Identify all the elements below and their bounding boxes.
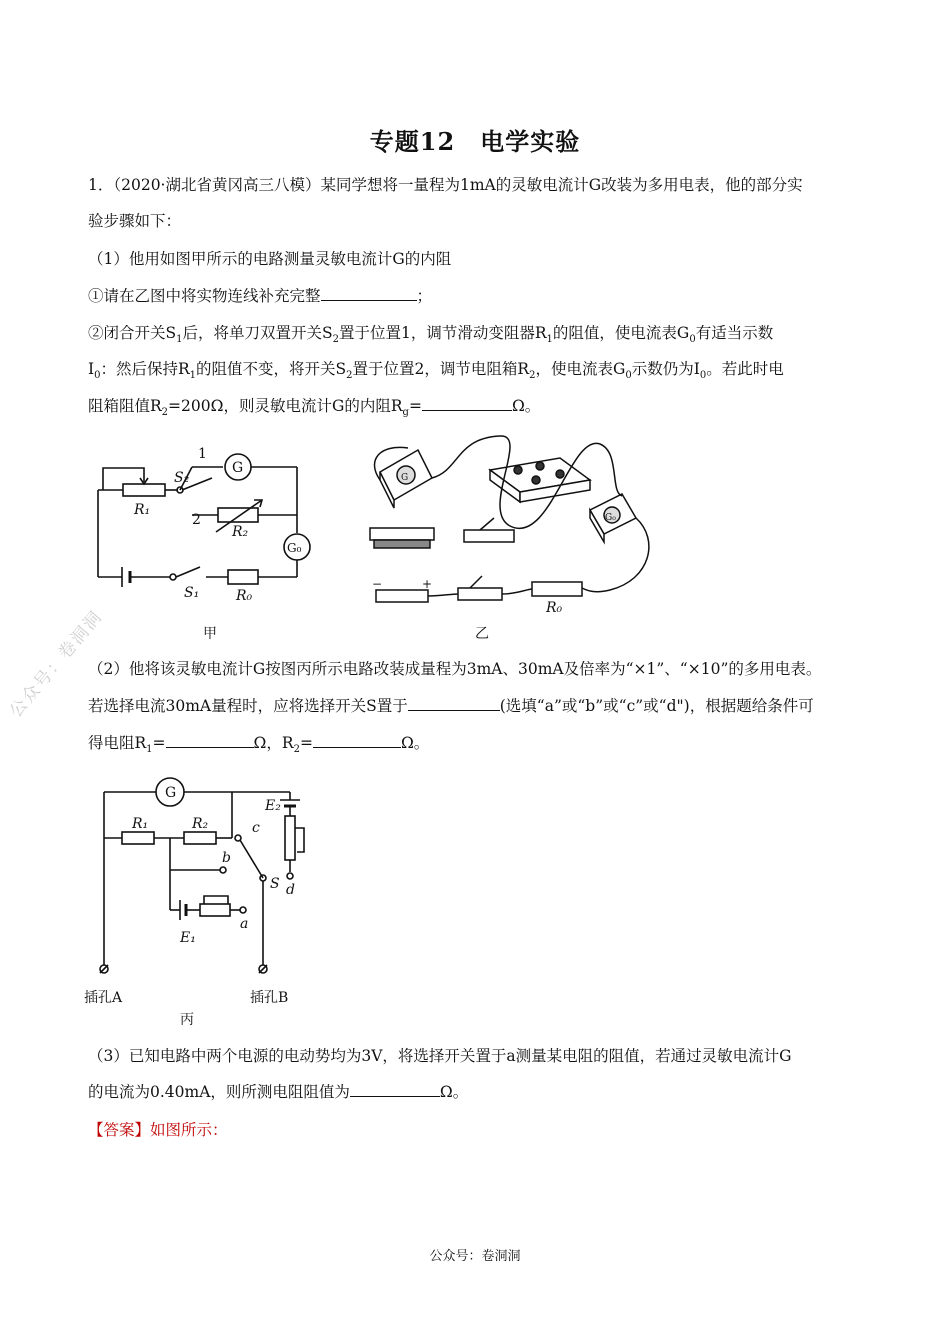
answer-label: 【答案】如图所示：	[88, 1121, 228, 1139]
label-g: G	[232, 460, 244, 476]
label-d: d	[286, 882, 295, 898]
q1-step2-line3	[88, 396, 540, 423]
label-position-2: 2	[192, 512, 201, 528]
text: 的阻值不变，将开关S	[196, 360, 347, 378]
text: =	[408, 397, 422, 415]
text: Ω。	[400, 734, 430, 752]
text: 得电阻R	[88, 734, 147, 752]
label-s1: S₁	[184, 585, 200, 601]
text: 有适当示数	[695, 324, 774, 342]
label-jack-a: 插孔A	[84, 990, 123, 1006]
text: 示数仍为I	[631, 360, 700, 378]
label-minus: −	[372, 577, 383, 591]
label-r2: R₂	[192, 816, 209, 832]
label-s2: S₂	[174, 470, 190, 486]
label-r1: R₁	[132, 816, 149, 832]
label-plus: +	[422, 577, 433, 591]
label-g: G	[165, 785, 177, 801]
label-e2: E₂	[265, 798, 281, 814]
label-position-1: 1	[198, 446, 207, 462]
text: Ω。	[511, 397, 541, 415]
text: 的阻值，使电流表G	[552, 324, 690, 342]
sub: 1	[189, 370, 197, 382]
text: I	[88, 360, 95, 378]
q1-intro-line-2: 验步骤如下：	[88, 212, 182, 230]
label-g: G	[401, 473, 409, 483]
sub: 0	[625, 370, 632, 382]
circuit-diagram-jia	[88, 440, 328, 640]
text: Ω，R	[253, 734, 294, 752]
label-e1: E₁	[180, 930, 196, 946]
q1-intro-line-1: 1．（2020·湖北省黄冈高三八模）某同学想将一量程为1mA的灵敏电流计G改装为多用电表，他的部分实	[88, 176, 803, 194]
text: 置于位置2，调节电阻箱R	[352, 360, 530, 378]
label-r1: R₁	[134, 502, 151, 518]
q1-part1: （1）他用如图甲所示的电路测量灵敏电流计G的内阻	[88, 250, 452, 268]
label-g0: G₀	[605, 513, 616, 523]
wiring-diagram-yi	[360, 430, 660, 645]
text: 若选择电流30mA量程时，应将选择开关S置于	[88, 697, 408, 715]
circuit-diagram-bing	[80, 770, 340, 1032]
caption-jia: 甲	[203, 626, 217, 640]
q1-part2-line1: （2）他将该灵敏电流计G按图丙所示电路改装成量程为3mA、30mA及倍率为“×1”、“×10”的多用电表。	[88, 660, 822, 678]
answer-blank[interactable]	[350, 1082, 440, 1097]
answer-blank[interactable]	[321, 286, 417, 301]
q1-part3-line1: （3）已知电路中两个电源的电动势均为3V，将选择开关置于a测量某电阻的阻值，若通过灵敏电流计G	[88, 1047, 792, 1065]
caption-bing: 丙	[180, 1012, 194, 1028]
sub: 0	[94, 370, 101, 382]
text: ：然后保持R	[100, 360, 190, 378]
label-r0: R₀	[236, 588, 253, 604]
text: 后，将单刀双置开关S	[182, 324, 333, 342]
sub: g	[402, 407, 409, 419]
text: ，使电流表G	[535, 360, 626, 378]
label-r0: R₀	[546, 600, 563, 616]
sub: 2	[529, 370, 536, 382]
watermark: 公众号：卷洞洞	[6, 606, 107, 722]
text: =	[152, 734, 166, 752]
text: (选填“a”或“b”或“c”或“d")，根据题给条件可	[499, 697, 814, 715]
step1-end: ；	[416, 287, 433, 305]
text: 阻箱阻值R	[88, 397, 162, 415]
label-jack-b: 插孔B	[250, 990, 289, 1006]
sub: 1	[546, 334, 553, 346]
q1-part2-line3	[88, 733, 429, 760]
label-b: b	[222, 850, 231, 866]
sub: 1	[146, 744, 153, 756]
q1-part2-line2	[88, 696, 814, 716]
text: 。若此时电	[706, 360, 784, 378]
text: 的电流为0.40mA，则所测电阻阻值为	[88, 1083, 350, 1101]
q1-step2-line1	[88, 323, 773, 350]
label-c: c	[252, 820, 260, 836]
q1-step2-line2	[88, 359, 784, 386]
text: 置于位置1，调节滑动变阻器R	[339, 324, 547, 342]
sub: 0	[689, 334, 696, 346]
sub: 2	[293, 744, 300, 756]
label-g0: G₀	[287, 541, 302, 555]
text: Ω。	[439, 1083, 469, 1101]
q1-step1	[88, 286, 432, 306]
sub: 2	[332, 334, 339, 346]
label-r2: R₂	[232, 524, 249, 540]
answer-blank[interactable]	[166, 733, 254, 748]
page-footer: 公众号：卷洞洞	[429, 1249, 521, 1264]
sub: 1	[176, 334, 183, 346]
answer-blank[interactable]	[408, 696, 500, 711]
label-a: a	[240, 916, 249, 932]
text: =200Ω，则灵敏电流计G的内阻R	[168, 397, 403, 415]
label-s: S	[270, 876, 280, 892]
q1-part3-line2	[88, 1082, 468, 1102]
sub: 0	[699, 370, 707, 382]
caption-yi: 乙	[475, 626, 489, 642]
text: ②闭合开关S	[88, 324, 177, 342]
page-title: 专题12 电学实验	[369, 127, 581, 156]
sub: 2	[346, 370, 353, 382]
sub: 2	[161, 407, 169, 419]
answer-blank[interactable]	[422, 396, 512, 411]
step1-text: ①请在乙图中将实物连线补充完整	[88, 287, 321, 305]
text: =	[299, 734, 313, 752]
answer-blank[interactable]	[313, 733, 401, 748]
